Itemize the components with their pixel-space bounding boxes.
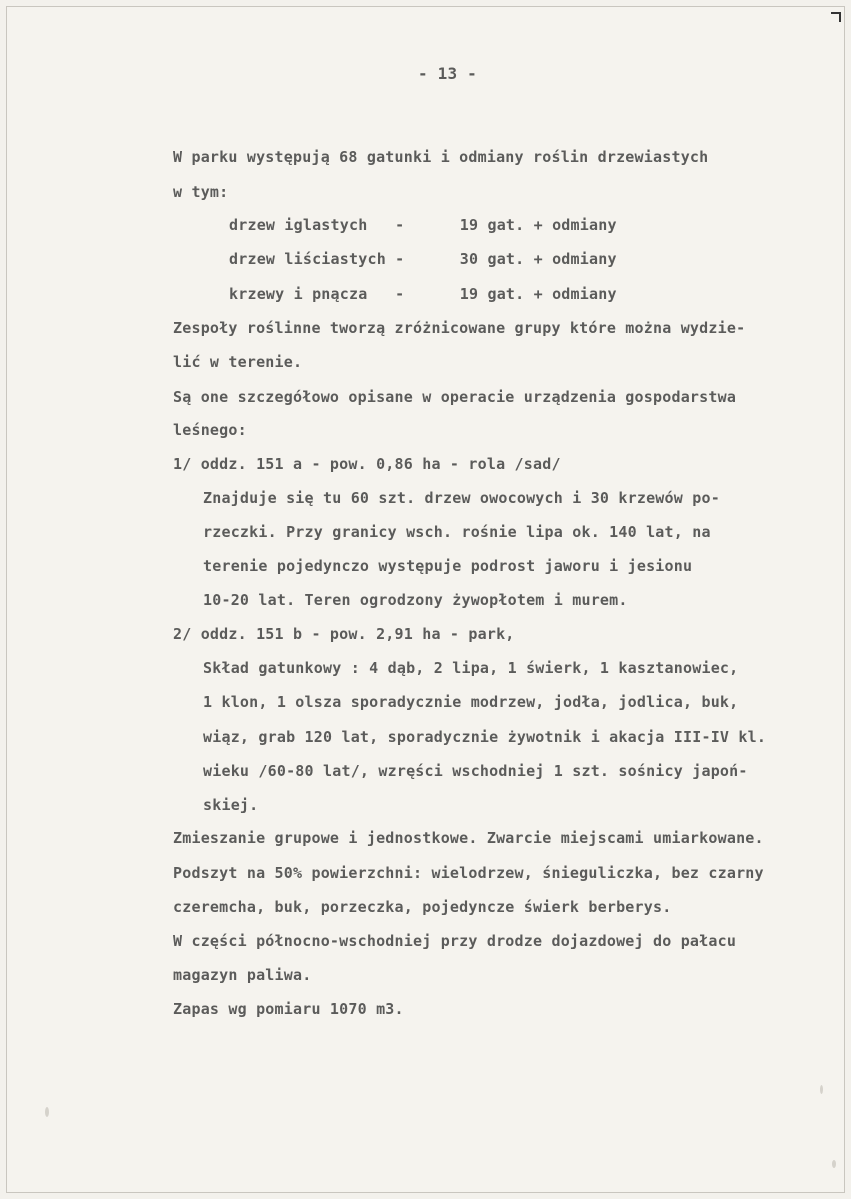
text-line-22: Podszyt na 50% powierzchni: wielodrzew, śnieguliczka, bez czarny xyxy=(173,864,764,882)
text-line-18: wiąz, grab 120 lat, sporadycznie żywotnik i akacja III-IV kl. xyxy=(203,728,767,746)
text-line-19: wieku /60-80 lat/, wzręści wschodniej 1 szt. sośnicy japoń- xyxy=(203,762,748,780)
text-line-16: Skład gatunkowy : 4 dąb, 2 lipa, 1 świerk, 1 kasztanowiec, xyxy=(203,659,739,677)
scan-speck xyxy=(820,1085,823,1094)
text-line-24: W części północno-wschodniej przy drodze dojazdowej do pałacu xyxy=(173,932,737,950)
text-line-26: Zapas wg pomiaru 1070 m3. xyxy=(173,1000,404,1018)
text-line-6: Zespoły roślinne tworzą zróżnicowane grupy które można wydzie- xyxy=(173,319,746,337)
text-line-11: Znajduje się tu 60 szt. drzew owocowych i 30 krzewów po- xyxy=(203,489,720,507)
text-line-1: W parku występują 68 gatunki i odmiany roślin drzewiastych xyxy=(173,148,709,166)
text-line-9: leśnego: xyxy=(173,421,247,439)
scan-speck xyxy=(832,1160,836,1168)
text-line-25: magazyn paliwa. xyxy=(173,966,312,984)
text-line-21: Zmieszanie grupowe i jednostkowe. Zwarcie miejscami umiarkowane. xyxy=(173,829,764,847)
text-line-8: Są one szczegółowo opisane w operacie urządzenia gospodarstwa xyxy=(173,388,737,406)
text-line-10: 1/ oddz. 151 a - pow. 0,86 ha - rola /sad/ xyxy=(173,455,561,473)
text-line-17: 1 klon, 1 olsza sporadycznie modrzew, jodła, jodlica, buk, xyxy=(203,693,739,711)
text-line-15: 2/ oddz. 151 b - pow. 2,91 ha - park, xyxy=(173,625,515,643)
text-line-5: krzewy i pnącza - 19 gat. + odmiany xyxy=(229,285,617,303)
text-line-13: terenie pojedynczo występuje podrost jaworu i jesionu xyxy=(203,557,693,575)
text-line-12: rzeczki. Przy granicy wsch. rośnie lipa ok. 140 lat, na xyxy=(203,523,711,541)
scan-speck xyxy=(45,1107,49,1117)
text-line-7: lić w terenie. xyxy=(173,353,303,371)
text-line-23: czeremcha, buk, porzeczka, pojedyncze świerk berberys. xyxy=(173,898,672,916)
page-number: - 13 - xyxy=(418,64,477,83)
text-line-14: 10-20 lat. Teren ogrodzony żywopłotem i murem. xyxy=(203,591,628,609)
text-line-2: w tym: xyxy=(173,183,229,201)
text-line-20: skiej. xyxy=(203,796,259,814)
text-line-3: drzew iglastych - 19 gat. + odmiany xyxy=(229,216,617,234)
text-line-4: drzew liściastych - 30 gat. + odmiany xyxy=(229,250,617,268)
